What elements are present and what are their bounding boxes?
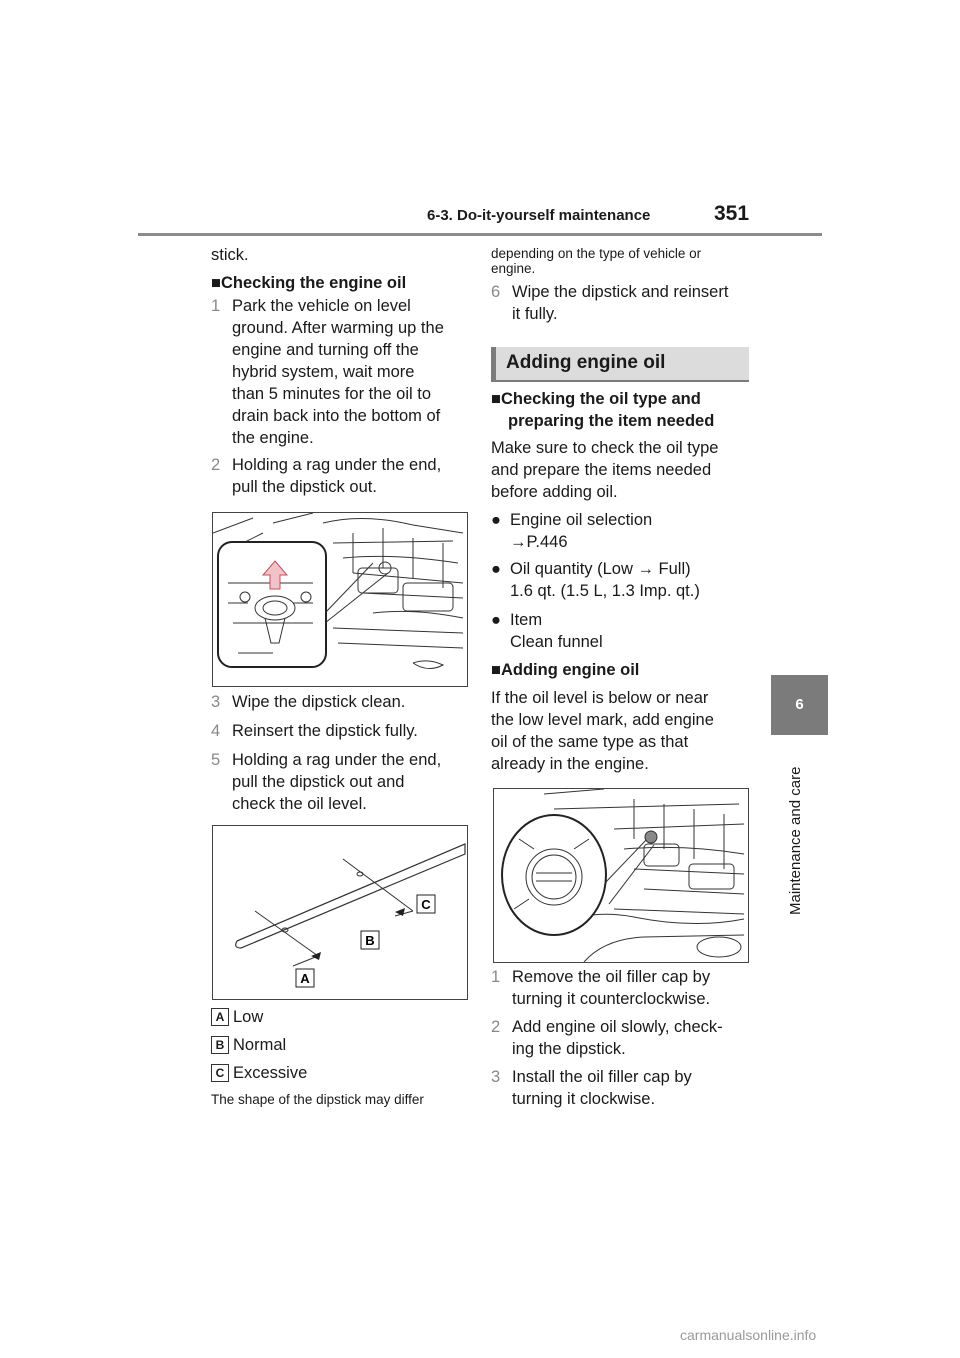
step-2: 2	[211, 456, 221, 474]
page-number: 351	[714, 202, 750, 225]
add-step-3: 3	[491, 1068, 501, 1086]
dipstick-level-figure	[212, 825, 468, 1000]
add-step-2: 2	[491, 1018, 501, 1036]
subheading-oil-type: ■Checking the oil type and preparing the item needed	[491, 390, 715, 430]
figure-label-b: B	[365, 933, 375, 948]
legend-low: A Low	[211, 1006, 263, 1028]
subheading-checking-oil: ■Checking the engine oil	[211, 274, 407, 292]
continued-text: stick.	[211, 246, 249, 264]
subheading-adding-oil: ■Adding engine oil	[491, 661, 640, 679]
chapter-tab: 6	[771, 675, 828, 735]
step-6-text: Wipe the dipstick and reinsert it fully.	[512, 283, 729, 323]
step-5: 5	[211, 751, 221, 769]
step-6: 6	[491, 283, 501, 301]
section-header: 6-3. Do-it-yourself maintenance	[427, 207, 651, 224]
bullet-oil-selection: ● Engine oil selection →P.446	[491, 511, 653, 551]
oil-filler-cap-figure	[493, 788, 749, 963]
add-step-1-text: Remove the oil filler cap by turning it counterclockwise.	[512, 968, 711, 1008]
section-adding-engine-oil: Adding engine oil	[491, 347, 749, 382]
step-4: 4	[211, 722, 221, 740]
step-4-text: Reinsert the dipstick fully.	[232, 722, 418, 740]
step-3: 3	[211, 693, 221, 711]
step-5-text: Holding a rag under the end, pull the dipstick out and check the oil level.	[232, 751, 442, 813]
paragraph-add-oil: If the oil level is below or near the low level mark, add engine oil of the same type as that already in the engine.	[491, 689, 714, 773]
add-step-3-text: Install the oil filler cap by turning it clockwise.	[512, 1068, 692, 1108]
chapter-label: Maintenance and care	[787, 766, 804, 915]
step-1-text: Park the vehicle on level ground. After warming up the engine and turning off the hybrid system, wait more than 5 minutes for the oil to drain back into the bottom of the engine.	[232, 297, 444, 447]
figure-label-c: C	[421, 897, 431, 912]
paragraph-check-oil: Make sure to check the oil type and prepare the items needed before adding oil.	[491, 439, 719, 501]
legend-normal: B Normal	[211, 1034, 286, 1056]
watermark: carmanualsonline.info	[680, 1327, 817, 1343]
dipstick-engine-figure	[212, 512, 468, 687]
step-1: 1	[211, 297, 221, 315]
note-continued: depending on the type of vehicle or engine.	[491, 246, 702, 276]
dipstick-shape-note: The shape of the dipstick may differ	[211, 1092, 424, 1107]
add-step-2-text: Add engine oil slowly, check- ing the dipstick.	[512, 1018, 723, 1058]
figure-label-a: A	[300, 971, 310, 986]
add-step-1: 1	[491, 968, 501, 986]
step-2-text: Holding a rag under the end, pull the dipstick out.	[232, 456, 442, 496]
bullet-oil-quantity: ● Oil quantity (Low → Full) 1.6 qt. (1.5 L, 1.3 Imp. qt.)	[491, 560, 700, 600]
header-rule	[138, 233, 822, 236]
step-3-text: Wipe the dipstick clean.	[232, 693, 406, 711]
bullet-item: ● Item Clean funnel	[491, 611, 603, 651]
legend-excessive: C Excessive	[211, 1062, 307, 1084]
